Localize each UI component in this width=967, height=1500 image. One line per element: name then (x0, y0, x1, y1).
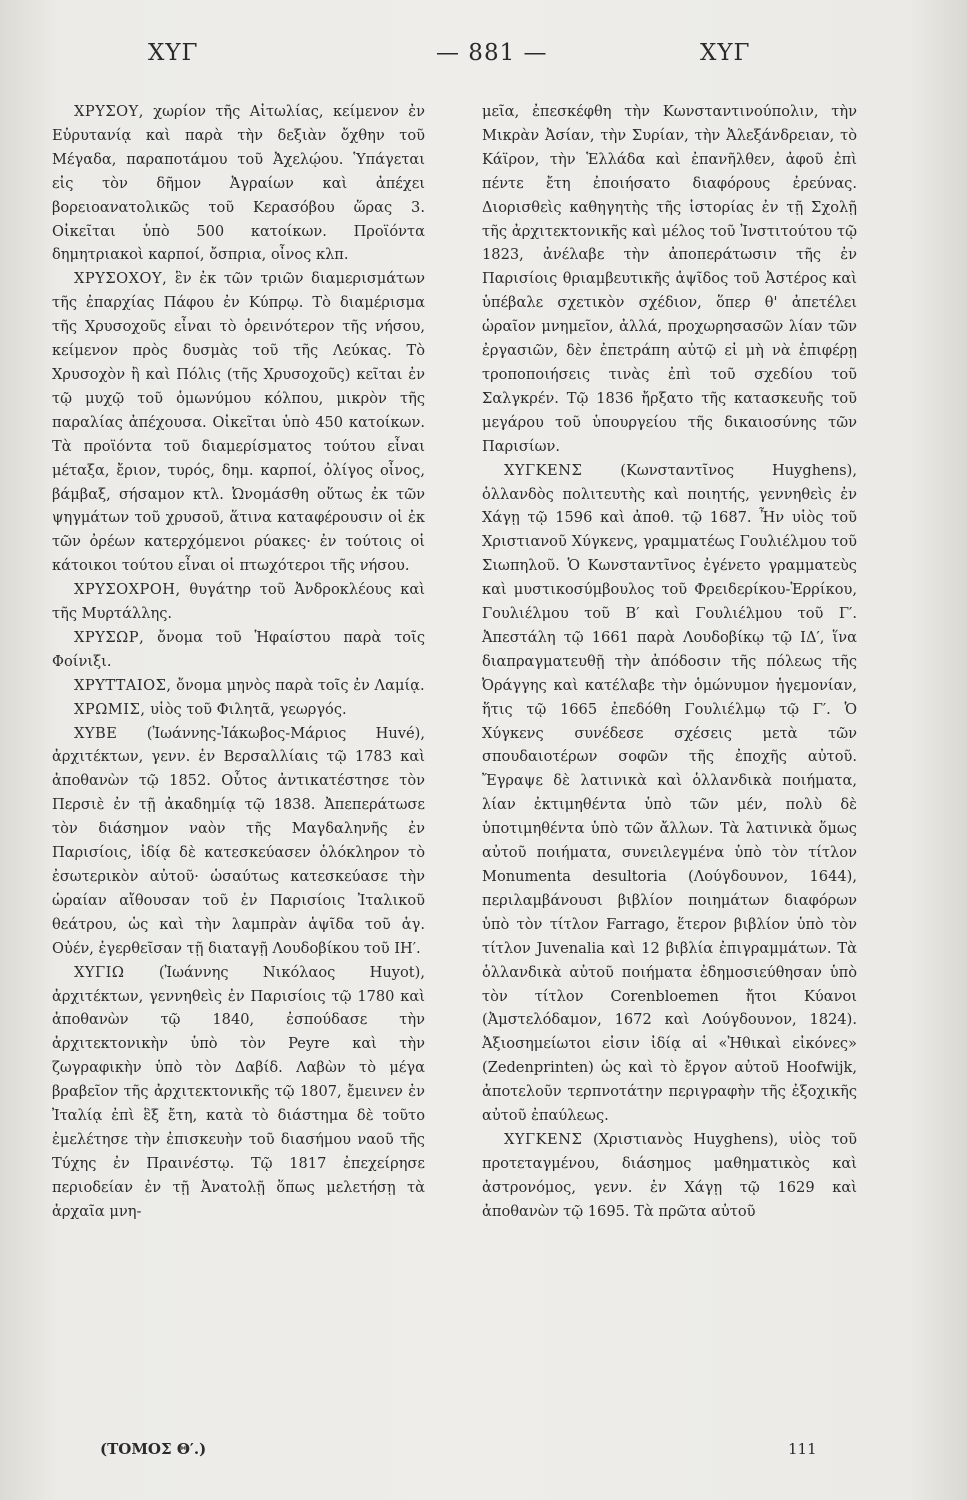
entry-text: (Ἰωάννης-Ἰάκωβος-Μάριος Huvé), ἀρχιτέκτων, γενν. ἐν Βερσαλλίαις τῷ 1783 καὶ ἀποθανὼν τῷ 1852. Οὗτος ἀντικατέστησε τὸν Περσιὲ ἐν τῇ ἀκαδημίᾳ τῷ 1838. Ἀπεπεράτωσε τὸν διάσημον ναὸν τῆς Μαγδαληνῆς ἐν Παρισίοις, ἰδίᾳ δὲ κατεσκεύασεν ὁλόκληρον τὸ ἐσωτερικὸν αὐτοῦ· ὡσαύτως κατεσκεύασε τὴν ὡραίαν αἴθουσαν τοῦ ἐν Παρισίοις Ἰταλικοῦ θεάτρου, ὡς καὶ τὴν λαμπρὰν ἁψῖδα τοῦ ἁγ. Οὐέν, ἐγερθεῖσαν τῇ διαταγῇ Λουδοβίκου τοῦ ΙΗ′. (52, 724, 425, 957)
entry-headword: ΧΡΥΤΤΑΙΟΣ, (74, 676, 172, 694)
entry (52, 100, 425, 267)
entry (482, 1128, 857, 1224)
page-footer (0, 1440, 967, 1470)
entry (52, 698, 425, 722)
entry-headword: ΧΥΓΙΩ (74, 963, 125, 981)
entry-headword: ΧΡΥΣΟΧΟΥ, (74, 270, 168, 288)
entry-text: ἓν ἐκ τῶν τριῶν διαμερισμάτων τῆς ἐπαρχίας Πάφου ἐν Κύπρῳ. Τὸ διαμέρισμα τῆς Χρυσοχοῦς εἶναι τὸ ὀρεινότερον τῆς νήσου, κείμενον πρὸς δυσμὰς τοῦ τῆς Λεύκας. Τὸ Χρυσοχὸν ἢ καὶ Πόλις (τῆς Χρυσοχοῦς) κεῖται ἐν τῷ μυχῷ τοῦ ὁμωνύμου κόλπου, μικρὸν τῆς παραλίας ἀπέχουσα. Οἰκεῖται ὑπὸ 450 κατοίκων. Τὰ προϊόντα τοῦ διαμερίσματος τούτου εἶναι μέταξα, ἔριον, τυρός, δημ. καρποί, ὀλίγος οἶνος, βάμβαξ, σήσαμον κτλ. Ὠνομάσθη οὕτως ἐκ τῶν ψηγμάτων τοῦ χρυσοῦ, ἅτινα καταφέρουσιν οἱ ἐκ τῶν ὀρέων κατερχόμενοι ρύακες· ἐν τούτοις οἱ κάτοικοι τούτου εἶναι οἱ πτωχότεροι τῆς νήσου. (52, 270, 425, 575)
page-header (0, 40, 967, 80)
entry-text: θυγάτηρ τοῦ Ἀνδροκλέους καὶ τῆς Μυρτάλλης. (52, 581, 425, 623)
entry-text: υἱὸς τοῦ Φιλητᾶ, γεωργός. (145, 700, 347, 718)
entry-headword: ΧΥΓΚΕΝΣ (504, 461, 583, 479)
entry-headword: ΧΡΥΣΩΡ, (74, 628, 145, 646)
entry-text: χωρίον τῆς Αἰτωλίας, κείμενον ἐν Εὐρυτανίᾳ καὶ παρὰ τὴν δεξιὰν ὄχθην τοῦ Μέγαδα, παραποτάμου τοῦ Ἀχελῴου. Ὑπάγεται εἰς τὸν δῆμον Ἀγραίων καὶ ἀπέχει βορειοανατολικῶς τοῦ Κερασόβου ὥρας 3. Οἰκεῖται ὑπὸ 500 κατοίκων. Προϊόντα δημητριακοὶ καρποί, ὄσπρια, οἶνος κλπ. (52, 103, 425, 264)
entry-text: (Κωνσταντῖνος Huyghens), ὁλλανδὸς πολιτευτὴς καὶ ποιητής, γεννηθεὶς ἐν Χάγῃ τῷ 1596 καὶ ἀποθ. τῷ 1687. Ἦν υἱὸς τοῦ Χριστιανοῦ Χύγκενς, γραμματέως Γουλιέλμου τοῦ Σιωπηλοῦ. Ὁ Κωνσταντῖνος ἐγένετο γραμματεὺς καὶ μυστικοσύμβουλος τοῦ Φρειδερίκου-Ἑρρίκου, Γουλιέλμου τοῦ Β′ καὶ Γουλιέλμου τοῦ Γ′. Ἀπεστάλη τῷ 1661 παρὰ Λουδοβίκῳ τῷ ΙΔ′, ἵνα διαπραγματευθῇ τὴν ἀπόδοσιν τῆς πόλεως τῆς Ὀράγγης καὶ κατέλαβε τὴν ὁμώνυμον ἡγεμονίαν, ἥτις τῷ 1665 ἐπεδόθη Γουλιέλμῳ τῷ Γ′. Ὁ Χύγκενς συνέδεσε σχέσεις μετὰ τῶν σπουδαιοτέρων σοφῶν τῆς ἐποχῆς αὐτοῦ. Ἔγραψε δὲ λατινικὰ καὶ ὁλλανδικὰ ποιήματα, λίαν ἐκτιμηθέντα ὑπὸ τῶν μέν, πολὺ δὲ ὑποτιμηθέντα ὑπὸ τῶν ἄλλων. Τὰ λατινικὰ ὅμως αὐτοῦ ποιήματα, συνειλεγμένα ὑπὸ τὸν τίτλον Monumenta desultoria (Λούγδουνον, 1644), περιλαμβάνουσι βιβλίον ποιημάτων διαφόρων ὑπὸ τὸν τίτλον Farrago, ἕτερον βιβλίον ὑπὸ τὸν τίτλον Juvenalia καὶ 12 βιβλία ἐπιγραμμάτων. Τὰ ὁλλανδικὰ αὐτοῦ ποιήματα ἐδημοσιεύθησαν ὑπὸ τὸν τίτλον Corenbloemen ἤτοι Κύανοι (Ἀμστελόδαμον, 1672 καὶ Λούγδουνον, 1824). Ἀξιοσημείωτοι εἰσιν ἰδίᾳ αἱ «Ἠθικαὶ εἰκόνες» (Zedenprinten) ὡς καὶ τὸ ἔργον αὐτοῦ Hoofwijk, ἀποτελοῦν τερπνοτάτην περιγραφὴν τῆς ἐξοχικῆς αὐτοῦ ἐπαύλεως. (482, 461, 857, 1125)
entry (52, 722, 425, 961)
header-left-running-head: ΧΥΓ (148, 40, 199, 66)
entry-headword: ΧΥΓΚΕΝΣ (504, 1130, 583, 1148)
entry (52, 961, 425, 1224)
entry-headword: ΧΥΒΕ (74, 724, 118, 742)
entry-text: (Ἰωάννης Νικόλαος Huyot), ἀρχιτέκτων, γεννηθεὶς ἐν Παρισίοις τῷ 1780 καὶ ἀποθανὼν τῷ 1840, ἐσπούδασε τὴν ἀρχιτεκτονικὴν ὑπὸ τὸν Peyre καὶ τὴν ζωγραφικὴν ὑπὸ τὸν Δαβίδ. Λαβὼν τὸ μέγα βραβεῖον τῆς ἀρχιτεκτονικῆς τῷ 1807, ἔμεινεν ἐν Ἰταλίᾳ ἐπὶ ἓξ ἔτη, κατὰ τὸ διάστημα δὲ τοῦτο ἐμελέτησε τὴν ἐπισκευὴν τοῦ διασήμου ναοῦ τῆς Τύχης ἐν Πραινέστῳ. Τῷ 1817 ἐπεχείρησε περιοδείαν ἐν τῇ Ἀνατολῇ ὅπως μελετήσῃ τὰ ἀρχαῖα μνη- (52, 963, 425, 1220)
left-column (52, 100, 425, 1224)
entry (52, 626, 425, 674)
entry-text: ὄνομα τοῦ Ἡφαίστου παρὰ τοῖς Φοίνιξι. (52, 628, 425, 670)
header-right-running-head: ΧΥΓ (700, 40, 751, 66)
entry-text: (Χριστιανὸς Huyghens), υἱὸς τοῦ προτεταγμένου, διάσημος μαθηματικὸς καὶ ἀστρονόμος, γενν. ἐν Χάγῃ τῷ 1629 καὶ ἀποθανὼν τῷ 1695. Τὰ πρῶτα αὐτοῦ (482, 1130, 857, 1220)
entry-text: μεῖα, ἐπεσκέφθη τὴν Κωνσταντινούπολιν, τὴν Μικρὰν Ἀσίαν, τὴν Συρίαν, τὴν Ἀλεξάνδρειαν, τὸ Κάϊρον, τὴν Ἑλλάδα καὶ ἐπανῆλθεν, ἀφοῦ ἐπὶ πέντε ἔτη ἐποιήσατο διαφόρους ἐρεύνας. Διορισθεὶς καθηγητὴς τῆς ἱστορίας ἐν τῇ Σχολῇ τῆς ἀρχιτεκτονικῆς καὶ μέλος τοῦ Ἰνστιτούτου τῷ 1823, ἀνέλαβε τὴν ἀποπεράτωσιν τῆς ἐν Παρισίοις θριαμβευτικῆς ἁψῖδος τοῦ Ἀστέρος καὶ ὑπέβαλε σχετικὸν σχέδιον, ὅπερ θ' ἀπετέλει ὡραῖον μνημεῖον, ἀλλά, προχωρησασῶν λίαν τῶν ἐργασιῶν, δὲν ἐπετράπη αὐτῷ εἰ μὴ νὰ ἐπιφέρῃ τροποποιήσεις τινὰς ἐπὶ τοῦ σχεδίου τοῦ Σαλγκρέν. Τῷ 1836 ἤρξατο τῆς κατασκευῆς τοῦ μεγάρου τοῦ ὑπουργείου τῆς δικαιοσύνης τῶν Παρισίων. (482, 103, 857, 455)
entry-headword: ΧΡΩΜΙΣ, (74, 700, 146, 718)
entry-text: ὄνομα μηνὸς παρὰ τοῖς ἐν Λαμίᾳ. (171, 676, 425, 694)
volume-label: (ΤΟΜΟΣ Θ′.) (100, 1440, 207, 1458)
entry (52, 267, 425, 578)
entry (482, 459, 857, 1128)
signature-mark: 111 (788, 1440, 817, 1458)
right-column (482, 100, 857, 1224)
entry (52, 674, 425, 698)
entry (52, 578, 425, 626)
entry-continuation (482, 100, 857, 459)
page-number: — 881 — (436, 40, 548, 66)
entry-headword: ΧΡΥΣΟΧΡΟΗ, (74, 581, 181, 599)
entry-headword: ΧΡΥΣΟΥ, (74, 103, 144, 120)
